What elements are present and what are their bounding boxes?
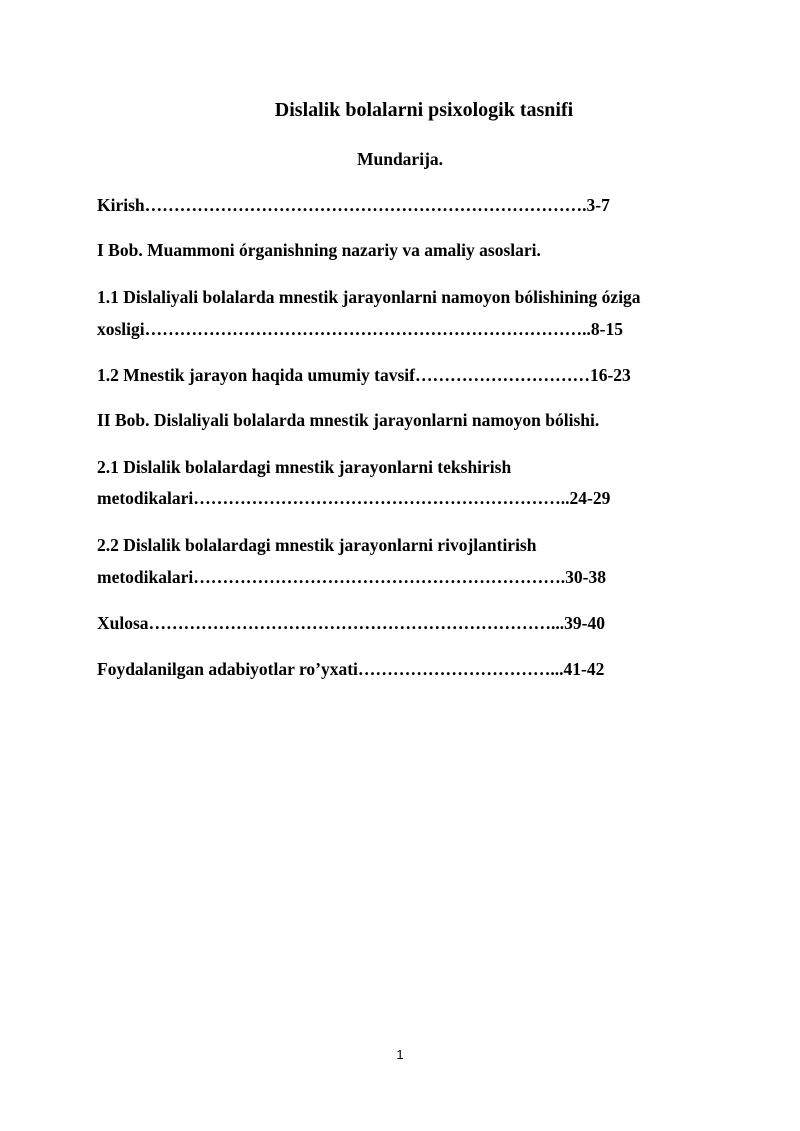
page-number: 1: [396, 1047, 404, 1062]
toc-entry-conclusion: Xulosa……………………………………………………………...39-40: [97, 613, 605, 633]
toc-entry-references: Foydalanilgan adabiyotlar ro’yxati……………………………...41-42: [97, 659, 605, 679]
toc-entry-2-1-line-2: metodikalari………………………………………………………..24-29: [97, 488, 611, 508]
toc-entry-2-1-line-1: 2.1 Dislalik bolalardagi mnestik jarayonlarni tekshirish: [97, 457, 512, 477]
toc-chapter-1: I Bob. Muammoni órganishning nazariy va amaliy asoslari.: [97, 240, 541, 260]
toc-heading: Mundarija.: [356, 149, 444, 169]
toc-entry-1-1-line-2: xosligi…………………………………………………………………..8-15: [97, 319, 623, 339]
toc-entry-2-2-line-1: 2.2 Dislalik bolalardagi mnestik jarayonlarni rivojlantirish: [97, 535, 537, 555]
toc-entry-1-2: 1.2 Mnestik jarayon haqida umumiy tavsif…………………………16-23: [97, 365, 631, 385]
document-title: Dislalik bolalarni psixologik tasnifi: [274, 99, 574, 121]
toc-entry-intro: Kirish………………………………………………………………….3-7: [97, 195, 610, 215]
toc-entry-1-1-line-1: 1.1 Dislaliyali bolalarda mnestik jarayonlarni namoyon bólishining óziga: [97, 287, 641, 307]
toc-chapter-2: II Bob. Dislaliyali bolalarda mnestik jarayonlarni namoyon bólishi.: [97, 410, 600, 430]
toc-entry-2-2-line-2: metodikalari……………………………………………………….30-38: [97, 567, 606, 587]
